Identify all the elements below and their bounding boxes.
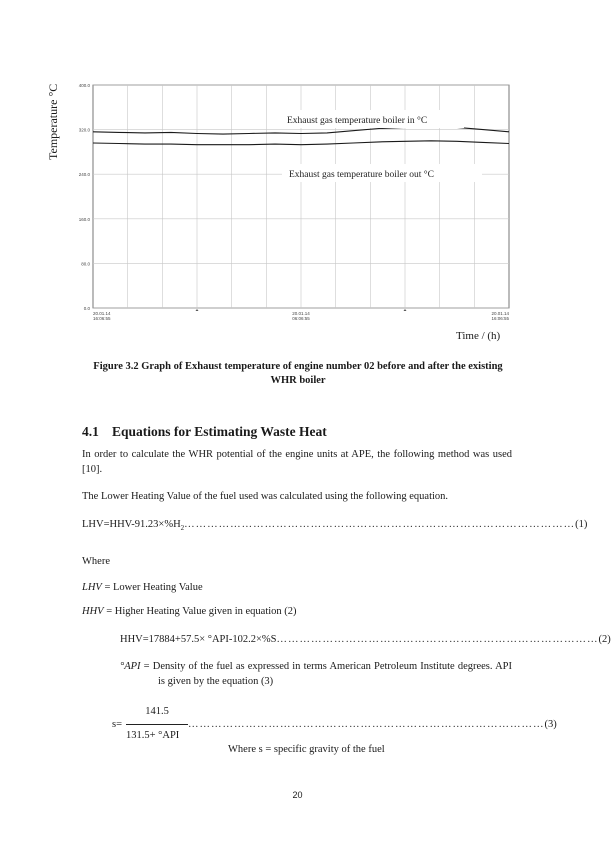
definition-api [120,659,512,689]
equation-3-number: (3) [544,719,557,730]
chart-figure [0,0,595,360]
y-tick-label: 80.0 [81,261,90,267]
paragraph-where: Where [82,556,110,567]
equation-3-lhs: s= [112,719,123,730]
y-tick-labels [79,83,91,311]
leader-dots: ………………………………………………………………………… [276,634,599,645]
figure-caption: Figure 3.2 Graph of Exhaust temperature of engine number 02 before and after the existing WHR boiler [93,361,503,386]
section-heading [82,424,327,440]
y-tick-label: 320.0 [78,127,90,133]
annotation-boiler-in: Exhaust gas temperature boiler in °C [287,116,428,126]
paragraph-lhv-intro: The Lower Heating Value of the fuel used was calculated using the following equation. [82,491,449,502]
y-tick-label: 400.0 [78,83,90,88]
fraction-bar [126,724,188,725]
x-tick-label: 20.01.14 [491,311,509,316]
equation-1 [82,517,588,536]
definition-lhv [82,580,512,595]
y-tick-label: 160.0 [78,216,90,222]
y-axis-label: Temperature °C [46,83,60,160]
definition-s: Where s = specific gravity of the fuel [228,744,385,755]
equation-3-denominator: 131.5+ °API [126,730,180,741]
equation-3-numerator: 141.5 [145,706,169,717]
equation-1-number: (1) [575,519,588,530]
y-tick-label: 0.0 [83,306,90,311]
definition-hhv [82,604,512,619]
section-title: Equations for Estimating Waste Heat [112,424,327,439]
definition-hhv-text: = Higher Heating Value given in equation (2) [106,606,297,617]
x-tick-label: 16:06:55 [491,316,509,321]
x-tick-label: 20.01.14 [292,311,310,316]
x-axis-label: Time / (h) [456,330,501,342]
y-tick-label: 240.0 [78,172,90,178]
chart-svg [0,0,595,330]
equation-3-tail [188,719,557,730]
x-marker [404,309,407,311]
x-tick-label: 16:06:55 [93,316,111,321]
paragraph-intro: In order to calculate the WHR potential of the engine units at APE, the following method was used [10]. [82,449,512,475]
definition-api-text: = Density of the fuel as expressed in terms American Petroleum Institute degrees. API is given by the equation (3) [143,661,512,687]
definition-lhv-symbol: LHV [82,582,102,593]
equation-2-text: HHV=17884+57.5× °API-102.2×%S [120,634,277,645]
definition-hhv-symbol: HHV [82,606,104,617]
x-tick-labels [93,311,509,321]
x-tick-label: 06:06:55 [292,316,310,321]
equation-2-number: (2) [598,634,611,645]
leader-dots: ………………………………………………………………………………… [188,719,545,730]
section-number: 4.1 [82,424,99,439]
definition-api-symbol: °API [120,661,141,672]
equation-2 [120,632,611,647]
definition-lhv-text: = Lower Heating Value [104,582,203,593]
leader-dots: ………………………………………………………………………………………… [184,519,576,530]
page-number: 20 [292,790,303,800]
annotation-boiler-out: Exhaust gas temperature boiler out °C [289,170,434,180]
x-tick-label: 20.01.14 [93,311,111,316]
x-marker [196,309,199,311]
equation-1-text: $LHV=HHV-91.23\times\%H_2$ [82,519,185,533]
